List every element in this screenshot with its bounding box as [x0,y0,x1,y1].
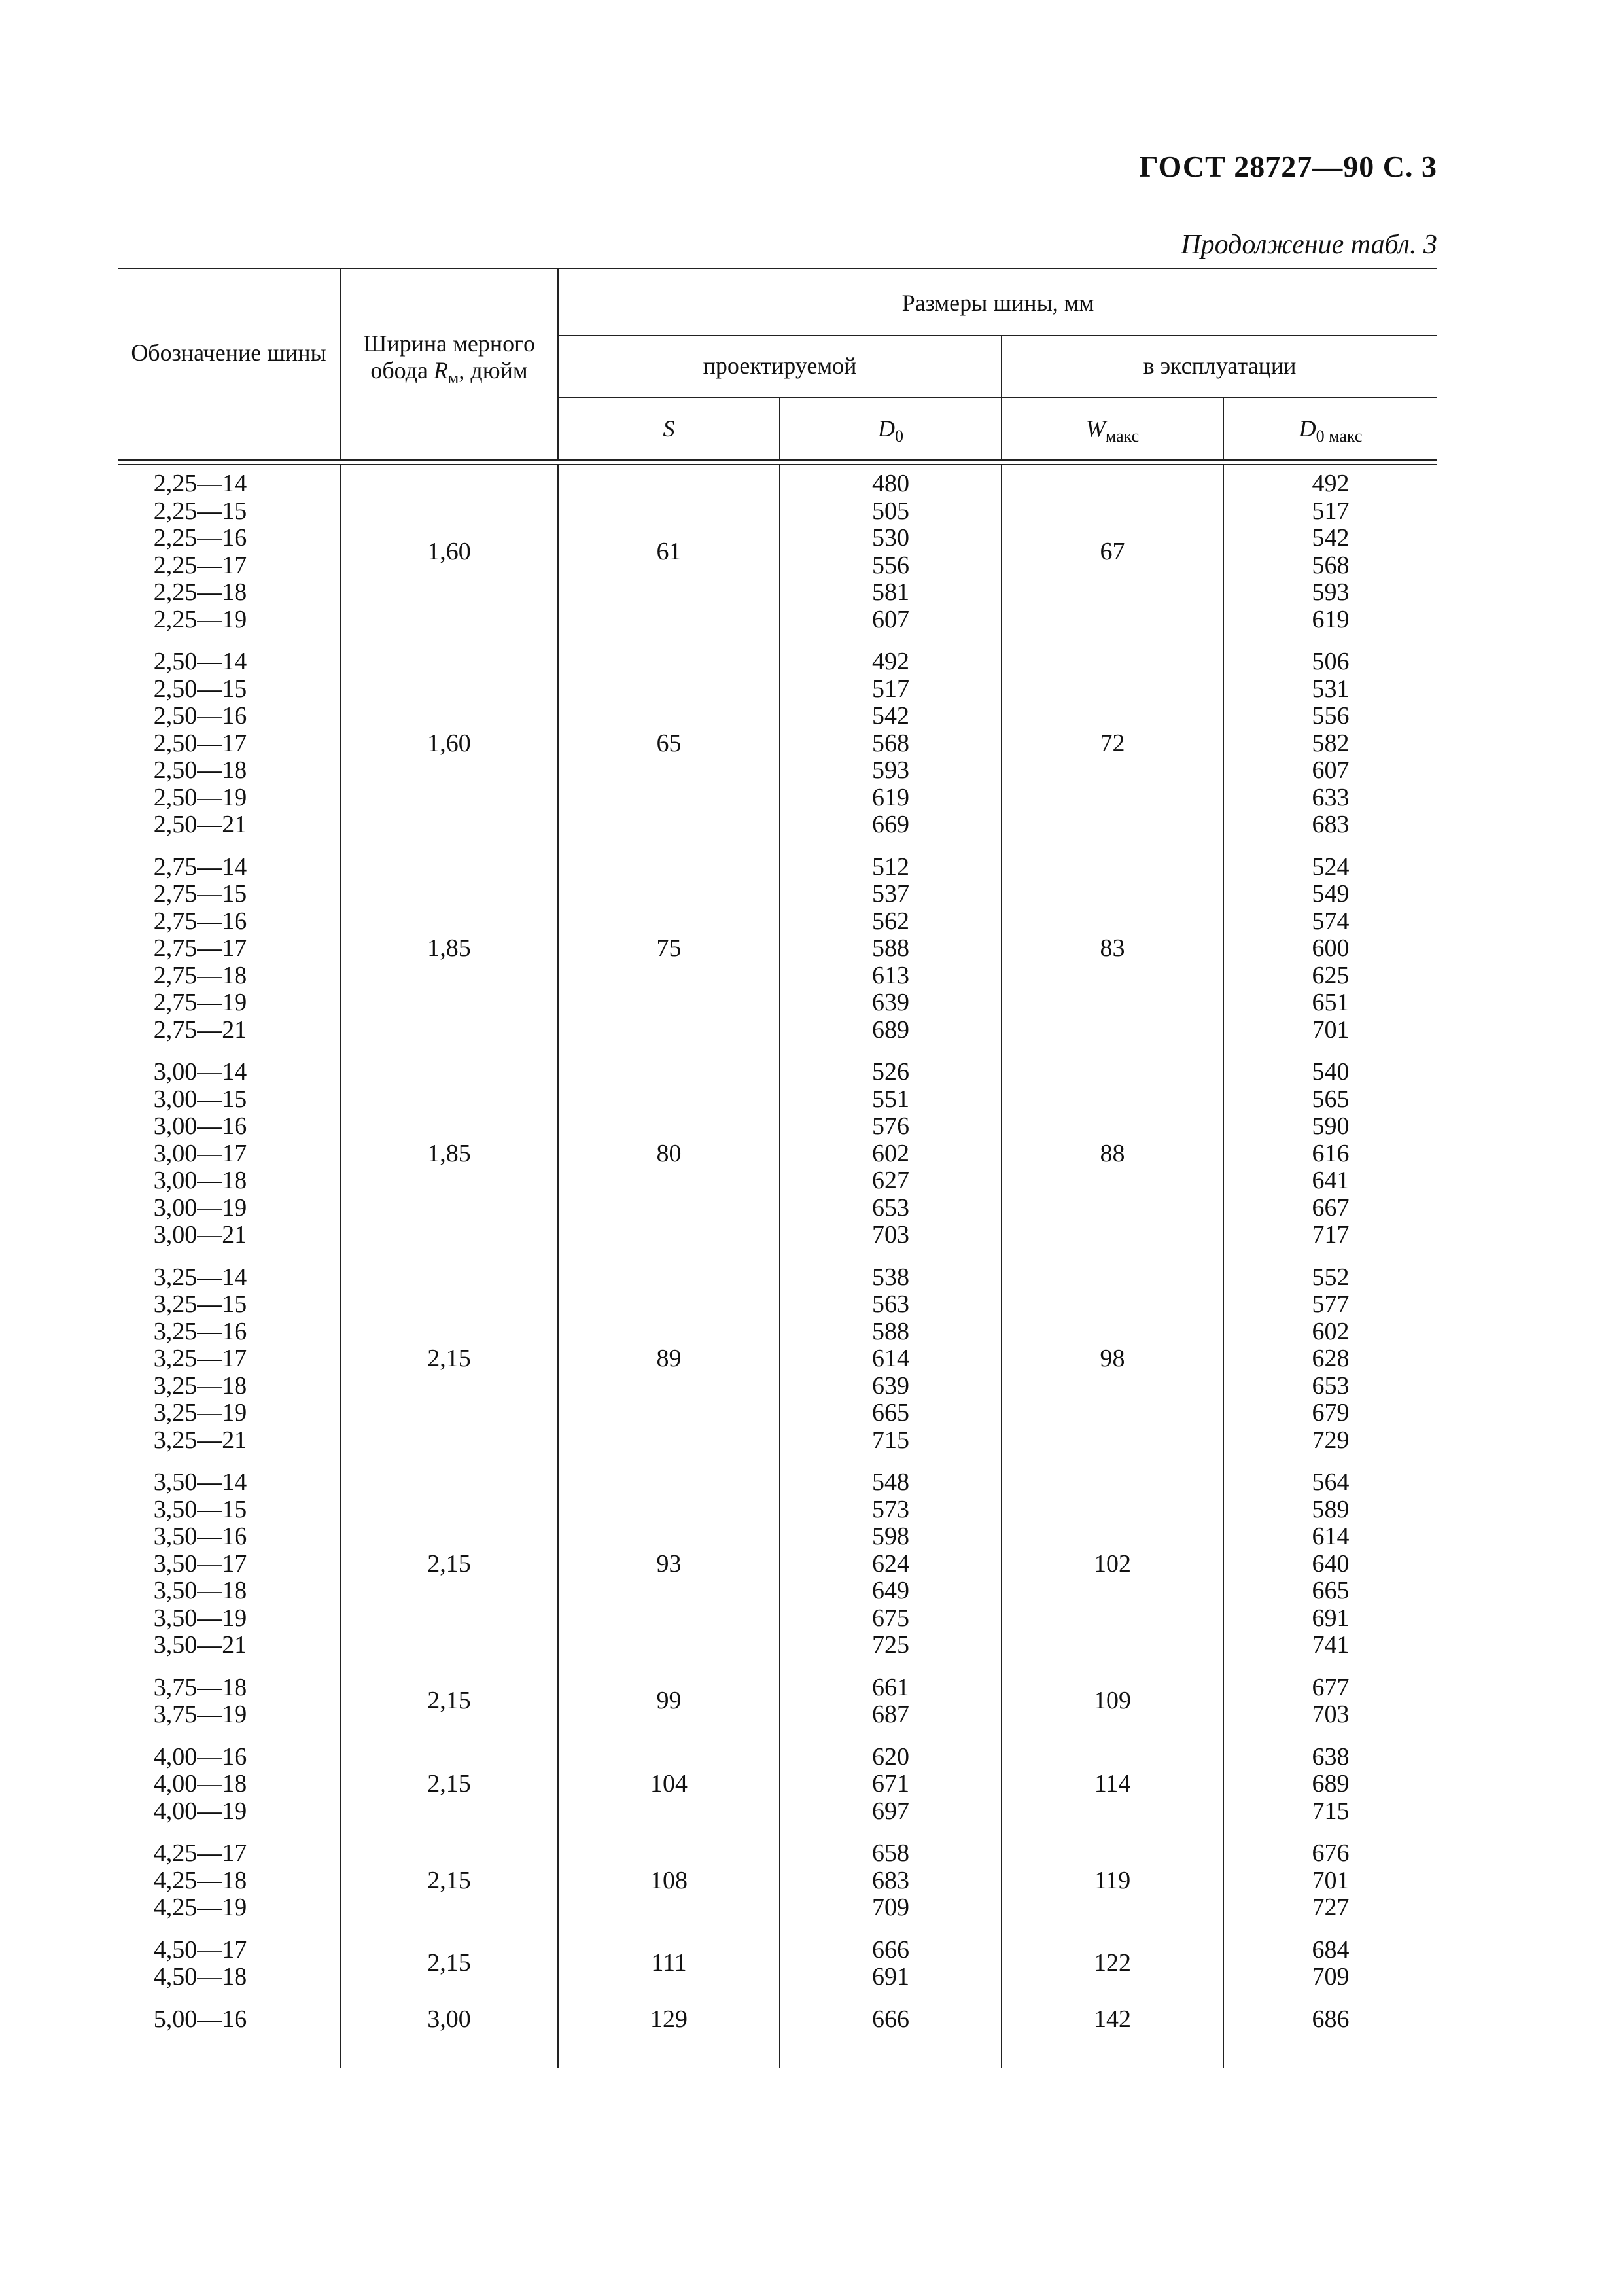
header-s: S [663,415,675,442]
d0-cell [780,1264,1001,1455]
d0-value: 614 [872,1345,909,1372]
header-rim-width-line2: обода $R_м$, дюйм [370,357,528,388]
designation-value: 3,00—19 [153,1193,247,1222]
header-in-service: в эксплуатации [1143,353,1297,379]
table-continuation-label: Продолжение табл. 3 [1181,230,1437,260]
d0-value: 639 [872,989,909,1016]
header-bottom-rule-double [118,464,1437,465]
header-rule-subgroups [557,397,1437,398]
page-header: ГОСТ 28727—90 С. 3 [1139,150,1437,183]
d0-value: 669 [872,811,909,838]
d0max-cell [1224,1937,1437,1991]
d0-value: 588 [872,934,909,962]
designation-value: 3,25—14 [153,1263,247,1291]
d0max-value: 641 [1312,1167,1350,1194]
d0-cell [780,1469,1001,1659]
d0max-value: 683 [1312,811,1350,838]
d0-value: 480 [872,470,909,497]
d0-value: 492 [872,648,909,675]
d0-cell [780,1059,1001,1249]
d0-value: 666 [872,1935,909,1964]
designation-value: 2,75—19 [153,989,247,1016]
d0-value: 517 [872,675,909,703]
designation-cell [118,470,283,633]
d0max-cell [1224,1674,1437,1729]
tire-group [118,1264,1437,1455]
designation-cell [118,1744,283,1826]
d0-cell [780,648,1001,839]
rim-width-cell: 2,15 [427,1687,471,1715]
d0-value: 542 [872,702,909,730]
designation-value: 2,50—18 [153,756,247,784]
header-rim-width [341,330,557,388]
d0max-value: 549 [1312,880,1350,908]
d0max-value: 600 [1312,934,1350,962]
d0max-cell [1224,1264,1437,1455]
d0-value: 538 [872,1263,909,1291]
header-designed: проектируемой [703,353,857,379]
d0max-value: 542 [1312,524,1350,552]
d0-cell [780,2006,1001,2034]
d0-value: 505 [872,497,909,525]
d0-value: 703 [872,1221,909,1248]
designation-value: 2,25—14 [153,470,247,497]
designation-value: 2,75—21 [153,1016,247,1044]
d0-value: 512 [872,853,909,881]
designation-value: 2,25—15 [153,497,247,525]
d0max-value: 625 [1312,961,1350,989]
wmax-cell: 142 [1094,2005,1131,2033]
header-rule-sizes [557,335,1437,336]
wmax-cell: 122 [1094,1949,1131,1977]
tire-group [118,2006,1437,2034]
d0-value: 649 [872,1577,909,1604]
d0-value: 593 [872,756,909,784]
wmax-cell: 72 [1100,729,1125,757]
tire-group [118,1840,1437,1922]
rim-width-cell: 1,85 [427,1139,471,1167]
d0max-cell [1224,1744,1437,1826]
d0-value: 715 [872,1426,909,1454]
d0max-value: 729 [1312,1426,1350,1454]
d0-value: 665 [872,1399,909,1426]
d0max-value: 492 [1312,470,1350,497]
d0max-value: 556 [1312,702,1350,730]
designation-value: 2,75—14 [153,853,247,881]
designation-value: 3,00—15 [153,1085,247,1113]
designation-cell [118,648,283,839]
wmax-cell: 114 [1094,1770,1131,1797]
wmax-cell: 102 [1094,1549,1131,1578]
d0max-value: 590 [1312,1112,1350,1140]
d0-value: 658 [872,1839,909,1867]
d0max-cell [1224,1469,1437,1659]
d0-value: 709 [872,1894,909,1921]
d0max-value: 577 [1312,1290,1350,1318]
d0-value: 530 [872,524,909,552]
wmax-cell: 67 [1100,537,1125,565]
d0-value: 661 [872,1673,909,1701]
tire-group [118,854,1437,1044]
d0-cell [780,1937,1001,1991]
designation-cell [118,1469,283,1659]
s-cell: 93 [656,1549,682,1578]
d0max-value: 727 [1312,1894,1350,1921]
d0-value: 548 [872,1468,909,1496]
wmax-cell: 83 [1100,934,1125,962]
d0-value: 675 [872,1604,909,1632]
designation-value: 2,75—16 [153,907,247,935]
tire-group [118,1744,1437,1826]
designation-value: 4,00—18 [153,1770,247,1797]
d0max-value: 638 [1312,1742,1350,1771]
d0-value: 639 [872,1371,909,1400]
d0-value: 526 [872,1058,909,1086]
rim-width-cell: 2,15 [427,1770,471,1797]
designation-value: 4,00—16 [153,1742,247,1771]
d0max-value: 677 [1312,1673,1350,1701]
d0-value: 697 [872,1797,909,1825]
d0-value: 691 [872,1963,909,1990]
header-tire-sizes: Размеры шины, мм [901,290,1094,316]
rim-width-cell: 2,15 [427,1866,471,1894]
d0-value: 537 [872,880,909,908]
designation-value: 2,75—18 [153,961,247,989]
designation-value: 4,25—18 [153,1866,247,1894]
d0-value: 653 [872,1193,909,1222]
d0max-value: 633 [1312,783,1350,811]
designation-value: 3,50—14 [153,1468,247,1496]
d0max-value: 679 [1312,1399,1350,1426]
s-cell: 65 [656,729,682,757]
d0-cell [780,1744,1001,1826]
designation-cell [118,1059,283,1249]
d0-value: 683 [872,1866,909,1894]
header-wmax: $W_{макс}$ [1085,415,1140,446]
designation-value: 3,50—21 [153,1631,247,1659]
d0max-value: 552 [1312,1263,1350,1291]
designation-value: 3,25—16 [153,1317,247,1345]
designation-value: 3,50—18 [153,1577,247,1604]
d0max-cell [1224,648,1437,839]
designation-value: 2,50—16 [153,702,247,730]
wmax-cell: 98 [1100,1345,1125,1372]
d0max-value: 602 [1312,1317,1350,1345]
d0max-value: 540 [1312,1058,1350,1086]
designation-value: 3,50—19 [153,1604,247,1632]
tire-group [118,470,1437,633]
d0-value: 627 [872,1167,909,1194]
d0max-value: 703 [1312,1701,1350,1728]
d0max-value: 741 [1312,1631,1350,1659]
designation-value: 3,00—14 [153,1058,247,1086]
d0-value: 689 [872,1016,909,1044]
d0-value: 563 [872,1290,909,1318]
d0max-cell [1224,1840,1437,1922]
rim-width-cell: 3,00 [427,2005,471,2033]
tire-group [118,1059,1437,1249]
d0-value: 607 [872,605,909,633]
d0-value: 620 [872,1742,909,1771]
designation-value: 2,75—15 [153,880,247,908]
d0max-value: 619 [1312,605,1350,633]
d0max-cell [1224,470,1437,633]
designation-value: 3,00—17 [153,1139,247,1167]
designation-value: 4,25—19 [153,1894,247,1921]
designation-value: 2,50—14 [153,648,247,675]
wmax-cell: 119 [1094,1866,1131,1894]
d0max-cell [1224,2006,1437,2034]
designation-value: 3,75—18 [153,1673,247,1701]
d0-value: 725 [872,1631,909,1659]
d0max-value: 593 [1312,578,1350,606]
tire-group [118,648,1437,839]
d0-value: 562 [872,907,909,935]
designation-cell [118,1840,283,1922]
d0max-value: 607 [1312,756,1350,784]
designation-value: 2,25—17 [153,551,247,579]
designation-value: 3,50—17 [153,1549,247,1578]
rim-width-cell: 1,60 [427,537,471,565]
designation-value: 2,50—21 [153,811,247,838]
d0max-value: 691 [1312,1604,1350,1632]
s-cell: 99 [656,1687,682,1715]
wmax-cell: 109 [1094,1687,1131,1715]
designation-value: 2,50—17 [153,729,247,757]
rim-width-cell: 1,60 [427,729,471,757]
s-cell: 108 [650,1866,688,1894]
d0-value: 576 [872,1112,909,1140]
designation-value: 3,25—17 [153,1345,247,1372]
designation-value: 5,00—16 [153,2005,247,2033]
header-bottom-rule [118,459,1437,461]
d0-value: 602 [872,1139,909,1167]
designation-value: 4,00—19 [153,1797,247,1825]
d0max-value: 651 [1312,989,1350,1016]
designation-value: 4,50—18 [153,1963,247,1990]
d0max-value: 689 [1312,1770,1350,1797]
designation-value: 3,00—16 [153,1112,247,1140]
designation-value: 3,75—19 [153,1701,247,1728]
header-designation: Обозначение шины [131,340,326,366]
d0-value: 573 [872,1495,909,1523]
d0max-value: 653 [1312,1371,1350,1400]
table-top-rule [118,268,1437,269]
d0-value: 613 [872,961,909,989]
d0-value: 598 [872,1523,909,1550]
d0max-value: 614 [1312,1523,1350,1550]
designation-cell [118,854,283,1044]
designation-value: 2,50—15 [153,675,247,703]
d0max-value: 684 [1312,1935,1350,1964]
d0max-value: 676 [1312,1839,1350,1867]
d0max-value: 531 [1312,675,1350,703]
designation-value: 4,25—17 [153,1839,247,1867]
d0max-value: 709 [1312,1963,1350,1990]
header-rim-width-line1: Ширина мерного [363,330,535,357]
designation-value: 3,25—21 [153,1426,247,1454]
designation-cell [118,1937,283,1991]
s-cell: 89 [656,1345,682,1372]
d0-value: 556 [872,551,909,579]
d0max-value: 686 [1312,2005,1350,2033]
designation-value: 3,25—15 [153,1290,247,1318]
d0-value: 619 [872,783,909,811]
d0max-value: 565 [1312,1085,1350,1113]
designation-cell [118,2006,283,2034]
rim-width-cell: 1,85 [427,934,471,962]
rim-width-cell: 2,15 [427,1949,471,1977]
designation-value: 3,25—19 [153,1399,247,1426]
d0max-cell [1224,854,1437,1044]
rim-width-cell: 2,15 [427,1345,471,1372]
d0-value: 551 [872,1085,909,1113]
tire-group [118,1937,1437,1991]
designation-value: 2,25—18 [153,578,247,606]
s-cell: 129 [650,2005,688,2033]
d0max-value: 524 [1312,853,1350,881]
d0max-value: 574 [1312,907,1350,935]
tire-group [118,1469,1437,1659]
d0-value: 581 [872,578,909,606]
d0-value: 666 [872,2005,909,2033]
d0max-value: 582 [1312,729,1350,757]
designation-cell [118,1674,283,1729]
d0max-value: 517 [1312,497,1350,525]
s-cell: 75 [656,934,682,962]
s-cell: 104 [650,1770,688,1797]
d0max-value: 568 [1312,551,1350,579]
d0max-value: 640 [1312,1549,1350,1578]
d0-value: 671 [872,1770,909,1797]
d0-cell [780,470,1001,633]
d0max-value: 701 [1312,1016,1350,1044]
d0max-value: 715 [1312,1797,1350,1825]
d0max-value: 589 [1312,1495,1350,1523]
d0max-value: 506 [1312,648,1350,675]
s-cell: 111 [651,1949,687,1977]
wmax-cell: 88 [1100,1139,1125,1167]
d0-value: 588 [872,1317,909,1345]
d0max-value: 616 [1312,1139,1350,1167]
designation-value: 2,75—17 [153,934,247,962]
d0-value: 568 [872,729,909,757]
designation-value: 4,50—17 [153,1935,247,1964]
s-cell: 80 [656,1139,682,1167]
designation-cell [118,1264,283,1455]
header-d0: $D_0$ [878,415,903,446]
designation-value: 3,00—18 [153,1167,247,1194]
d0max-value: 667 [1312,1193,1350,1222]
d0max-cell [1224,1059,1437,1249]
designation-value: 2,25—16 [153,524,247,552]
tire-group [118,1674,1437,1729]
designation-value: 3,00—21 [153,1221,247,1248]
designation-value: 3,50—16 [153,1523,247,1550]
s-cell: 61 [656,537,682,565]
designation-value: 3,50—15 [153,1495,247,1523]
d0-value: 687 [872,1701,909,1728]
d0max-value: 717 [1312,1221,1350,1248]
designation-value: 2,50—19 [153,783,247,811]
d0max-value: 665 [1312,1577,1350,1604]
designation-value: 2,25—19 [153,605,247,633]
d0-cell [780,854,1001,1044]
d0-value: 624 [872,1549,909,1578]
designation-value: 3,25—18 [153,1371,247,1400]
d0max-value: 701 [1312,1866,1350,1894]
header-d0max: $D_{0 макс}$ [1299,415,1363,446]
d0max-value: 564 [1312,1468,1350,1496]
rim-width-cell: 2,15 [427,1549,471,1578]
d0max-value: 628 [1312,1345,1350,1372]
d0-cell [780,1674,1001,1729]
d0-cell [780,1840,1001,1922]
